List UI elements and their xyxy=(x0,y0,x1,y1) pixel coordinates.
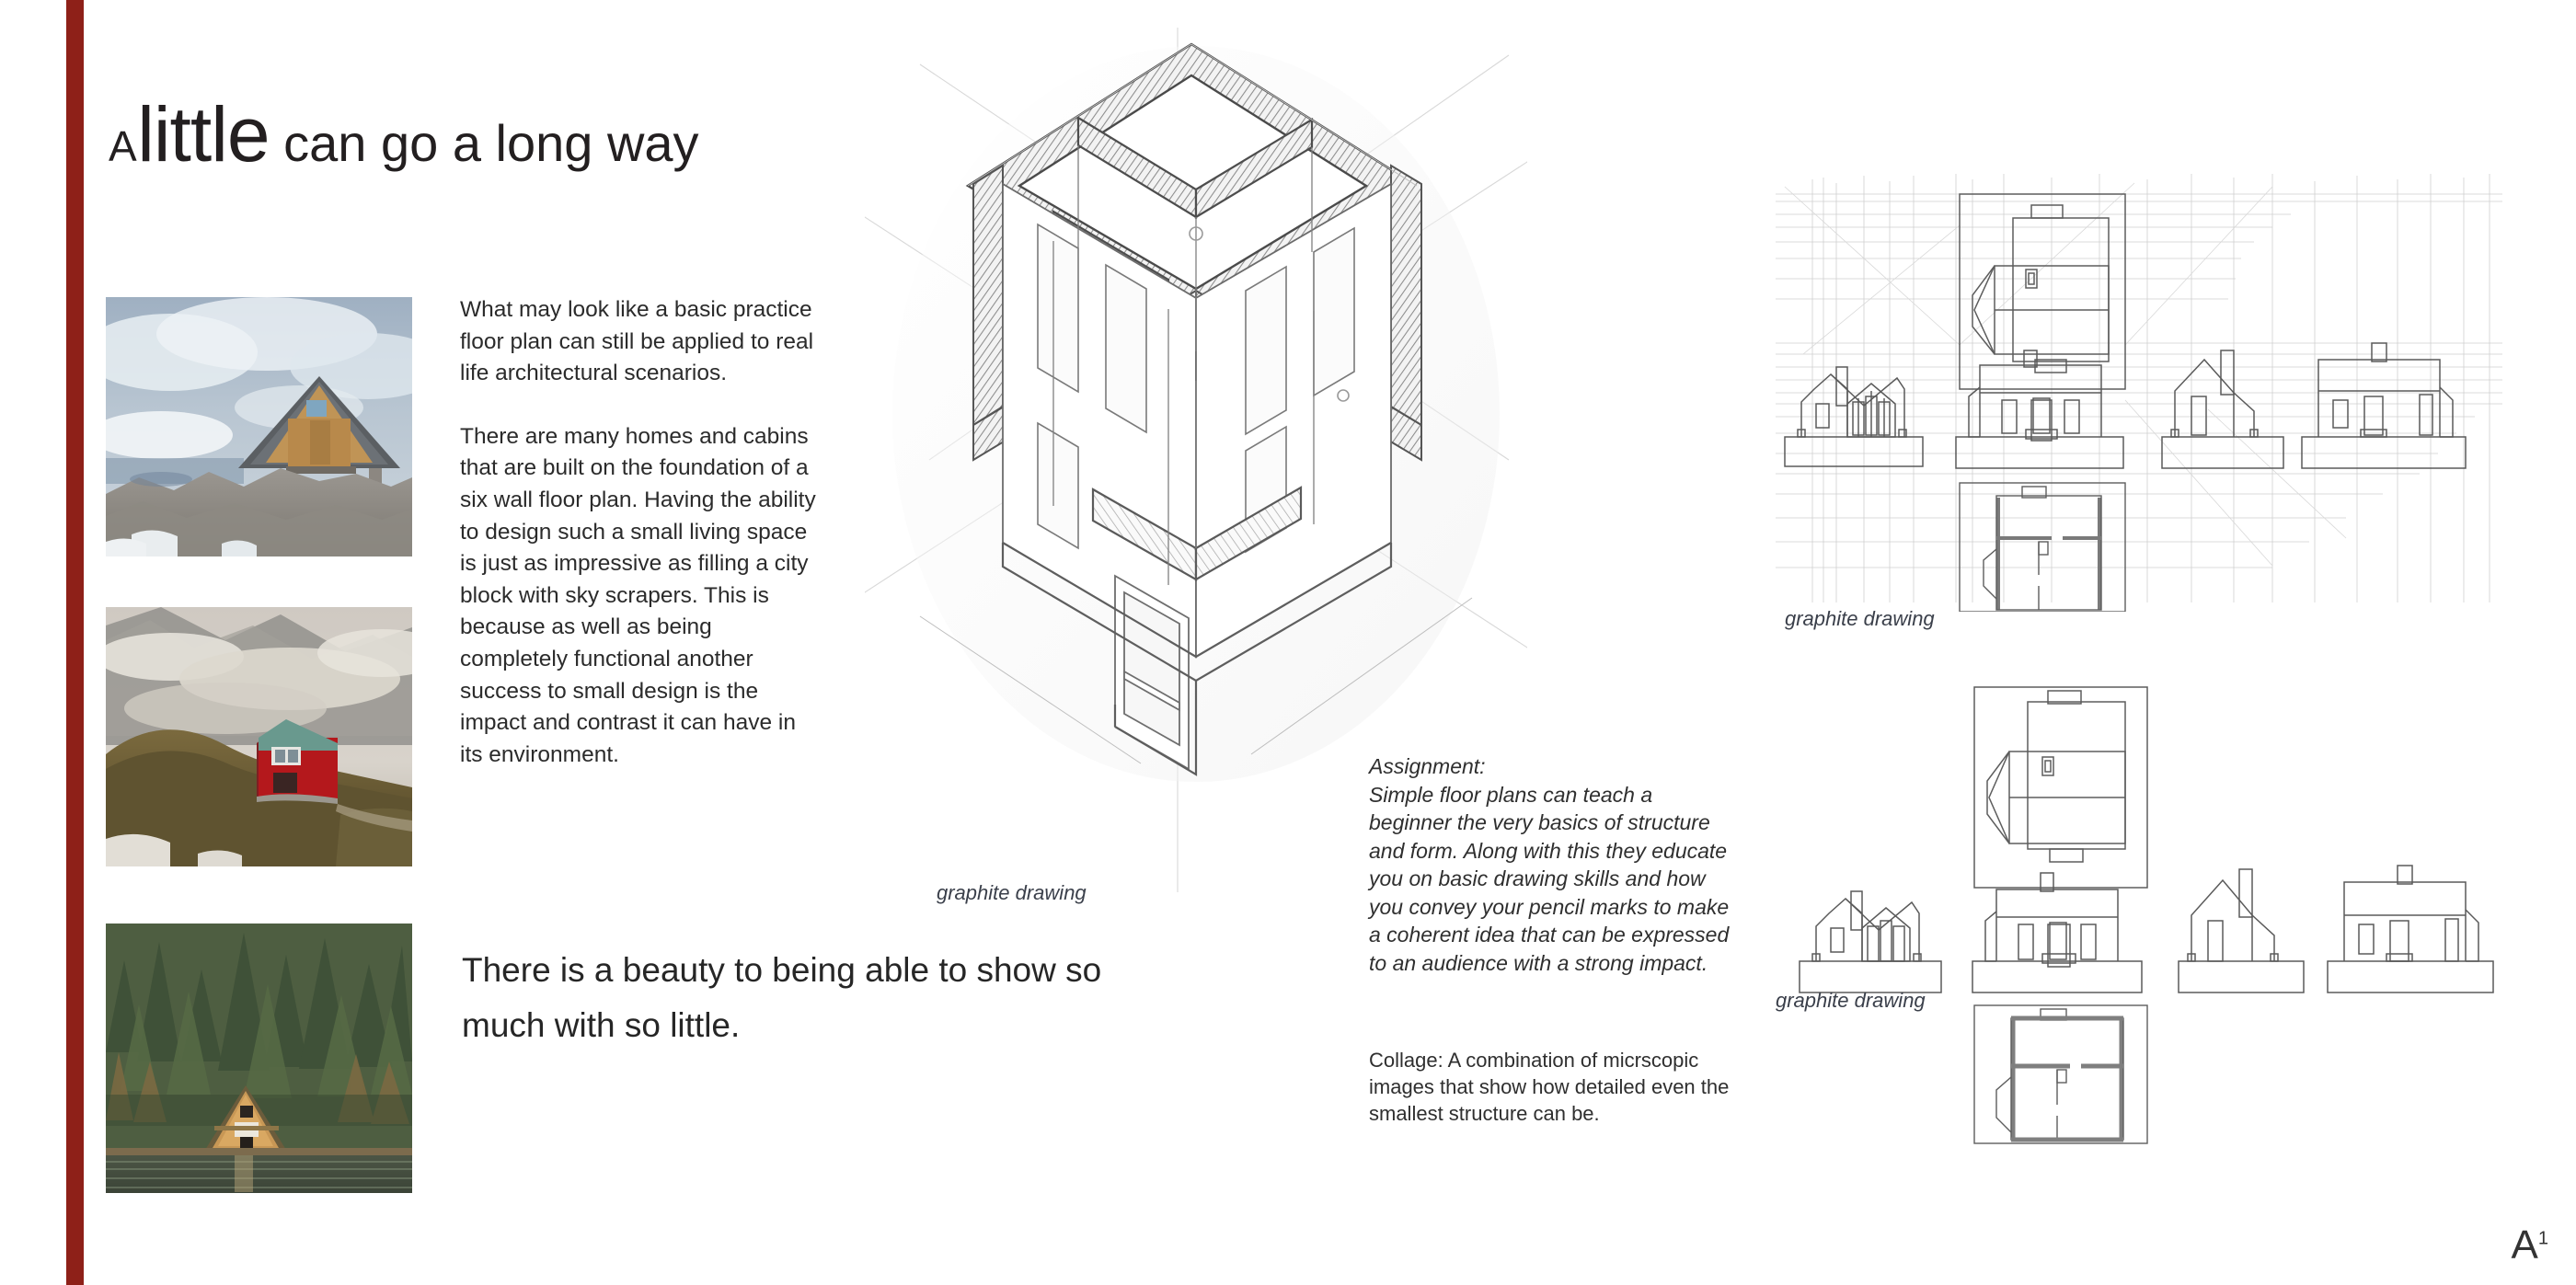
photo-a-frame-cabin-on-rocky-mountain xyxy=(106,297,412,556)
body-copy xyxy=(460,294,823,771)
caption-isometric-drawing: graphite drawing xyxy=(937,881,1087,904)
photo-2-image xyxy=(106,607,412,866)
title-remainder: can go a long way xyxy=(269,114,699,172)
photo-red-cabin-in-misty-mountains xyxy=(106,607,412,866)
graphite-collage-top xyxy=(1776,170,2502,612)
collage-note xyxy=(1369,1047,1737,1127)
assignment-text: Simple floor plans can teach a beginner the very basics of structure and form. Along with this they educate you on basic drawing skills and how you convey your pencil marks to make a coherent idea that can be expressed to an audience with a strong impact. xyxy=(1369,782,1730,975)
body-paragraph-1: What may look like a basic practice floor plan can still be applied to real life architectural scenarios. xyxy=(460,297,814,386)
pull-quote: There is a beauty to being able to show so much with so little. xyxy=(462,951,1102,1044)
title-emphasis: little xyxy=(137,91,270,178)
body-paragraph-2: There are many homes and cabins that are built on the foundation of a six wall floor plan. Having the ability to design such a small living space is just as impressive as filling a city block with sky scrapers. This is because as well as being completely functional another success to small design is the impact and contrast it can have in its environment. xyxy=(460,423,816,767)
caption-collage-top: graphite drawing xyxy=(1785,607,1935,630)
caption-collage-bottom: graphite drawing xyxy=(1776,989,1926,1012)
collage-bottom-svg xyxy=(1776,685,2502,1145)
red-spine-bar xyxy=(66,0,84,1285)
collage-text: Collage: A combination of micrscopic images that show how detailed even the smallest structure can be. xyxy=(1369,1049,1730,1125)
title-article: A xyxy=(109,122,138,170)
page-folio xyxy=(2512,1222,2548,1268)
page-title xyxy=(109,91,699,178)
collage-top-svg xyxy=(1776,170,2502,612)
photo-1-image xyxy=(106,297,412,556)
assignment-note xyxy=(1369,752,1737,977)
photo-3-image xyxy=(106,924,412,1193)
folio-number: 1 xyxy=(2537,1228,2548,1249)
assignment-label: Assignment: xyxy=(1369,754,1486,778)
folio-letter: A xyxy=(2511,1222,2538,1268)
photo-a-frame-cabin-by-lake xyxy=(106,924,412,1193)
graphite-collage-bottom xyxy=(1776,685,2502,1145)
